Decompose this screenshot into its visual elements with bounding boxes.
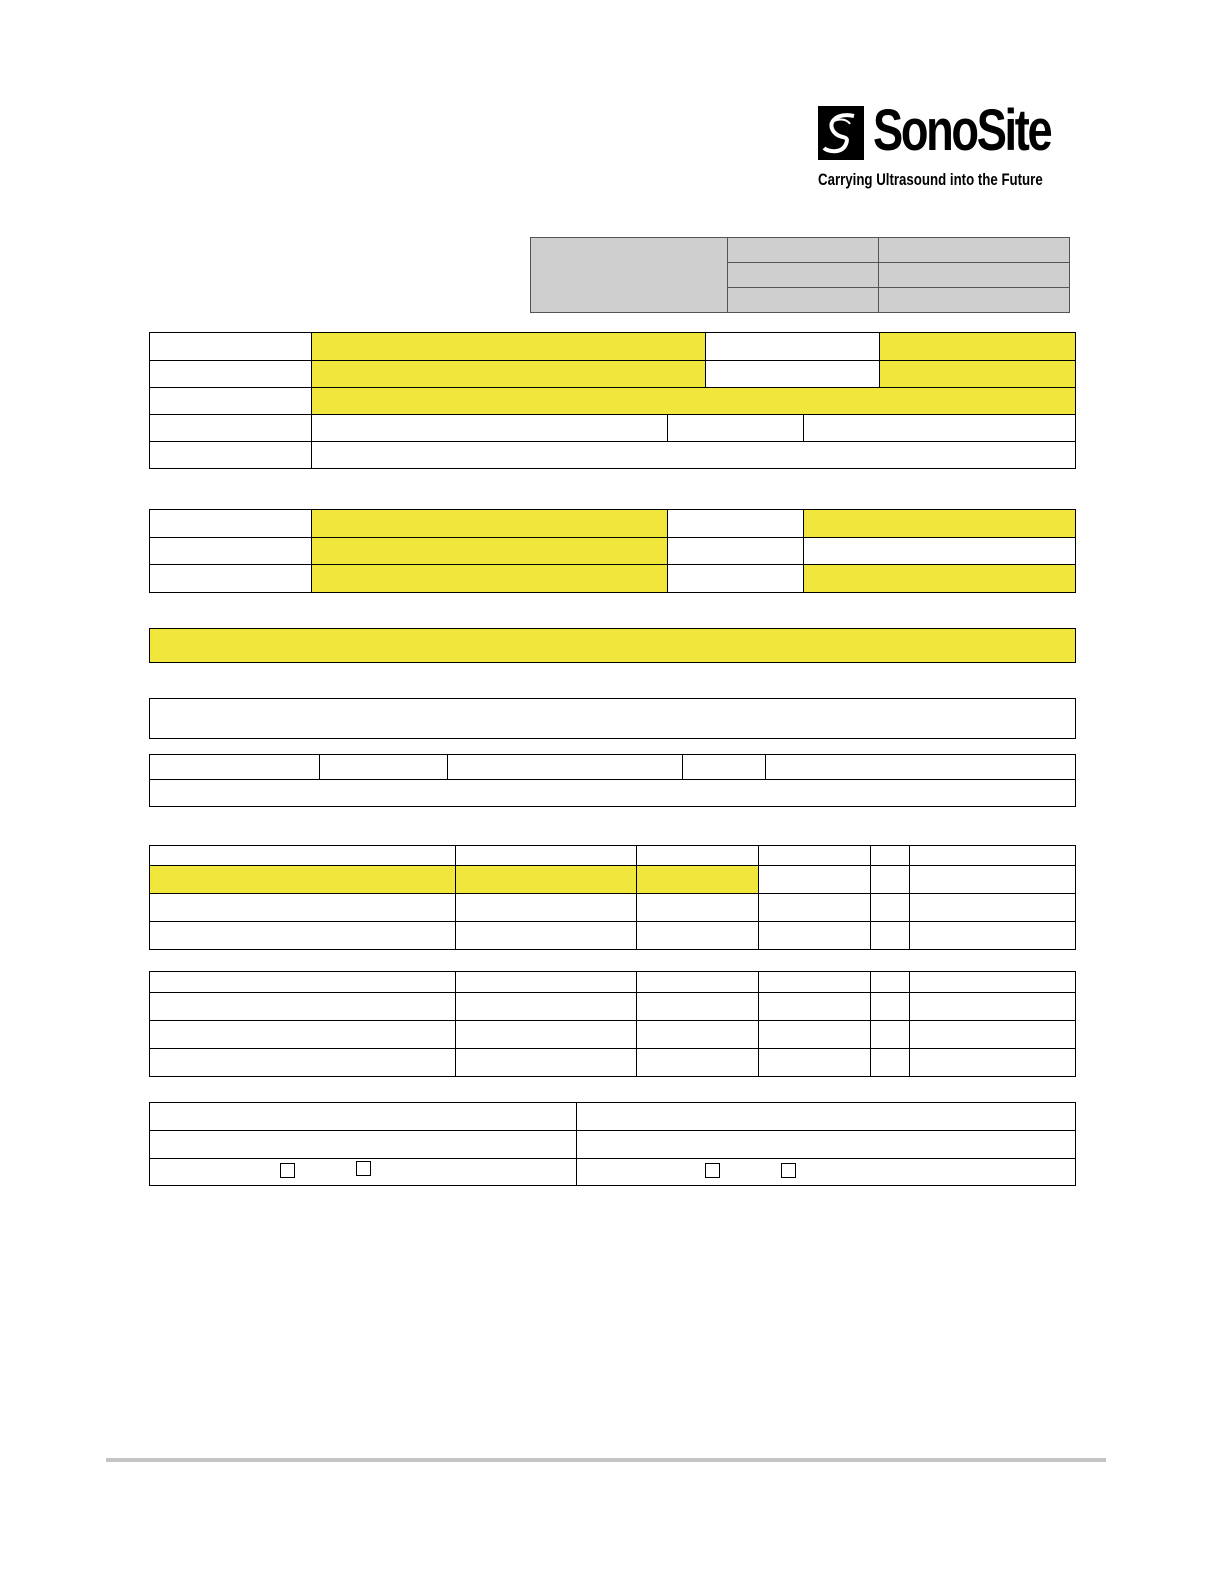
field-cell[interactable] xyxy=(149,779,1076,807)
table-header-cell xyxy=(870,845,910,866)
label-cell xyxy=(149,360,312,388)
label-cell xyxy=(705,360,880,388)
table-cell[interactable] xyxy=(149,1102,577,1131)
table-header-cell xyxy=(758,845,871,866)
label-cell xyxy=(667,564,804,593)
description-box[interactable] xyxy=(149,698,1076,739)
sonosite-logo xyxy=(816,98,1051,196)
table-cell[interactable] xyxy=(758,893,871,922)
field-cell[interactable] xyxy=(682,754,766,780)
logo-wordmark: SonoSite xyxy=(873,98,1051,163)
header-gray-cell xyxy=(727,262,879,288)
field-cell[interactable] xyxy=(447,754,683,780)
table-cell[interactable] xyxy=(909,921,1076,950)
table-cell[interactable] xyxy=(909,1048,1076,1077)
field-cell[interactable] xyxy=(311,414,668,442)
label-cell xyxy=(667,509,804,538)
table-cell[interactable] xyxy=(149,1048,456,1077)
table-header-cell xyxy=(149,971,456,993)
field-cell[interactable] xyxy=(803,414,1076,442)
table-cell[interactable] xyxy=(455,893,637,922)
table-cell[interactable] xyxy=(636,1048,759,1077)
table-cell[interactable] xyxy=(758,921,871,950)
highlight-bar[interactable] xyxy=(149,628,1076,663)
field-cell[interactable] xyxy=(319,754,448,780)
table-cell[interactable] xyxy=(909,1020,1076,1049)
header-gray-block xyxy=(530,237,728,313)
field-cell[interactable] xyxy=(803,509,1076,538)
table-cell[interactable] xyxy=(149,865,456,894)
table-cell[interactable] xyxy=(758,992,871,1021)
label-cell xyxy=(149,387,312,415)
logo-tagline: Carrying Ultrasound into the Future xyxy=(818,170,1043,189)
table-cell[interactable] xyxy=(758,865,871,894)
header-gray-cell xyxy=(878,237,1070,263)
table-header-cell xyxy=(455,971,637,993)
field-cell[interactable] xyxy=(311,537,668,565)
label-cell xyxy=(149,509,312,538)
sonosite-swirl-icon xyxy=(816,104,866,162)
table-cell[interactable] xyxy=(636,865,759,894)
table-cell[interactable] xyxy=(636,921,759,950)
table-header-cell xyxy=(636,971,759,993)
table-cell[interactable] xyxy=(870,1048,910,1077)
field-cell[interactable] xyxy=(803,564,1076,593)
table-header-cell xyxy=(636,845,759,866)
table-cell xyxy=(576,1158,1076,1186)
checkbox[interactable] xyxy=(705,1163,720,1178)
header-gray-cell xyxy=(727,237,879,263)
table-cell[interactable] xyxy=(758,1048,871,1077)
table-cell[interactable] xyxy=(576,1130,1076,1159)
table-cell[interactable] xyxy=(870,1020,910,1049)
table-cell[interactable] xyxy=(455,992,637,1021)
table-header-cell xyxy=(455,845,637,866)
footer-divider xyxy=(106,1458,1106,1462)
checkbox[interactable] xyxy=(280,1163,295,1178)
field-cell[interactable] xyxy=(879,360,1076,388)
field-cell[interactable] xyxy=(311,441,1076,469)
field-cell[interactable] xyxy=(765,754,1076,780)
header-gray-cell xyxy=(878,262,1070,288)
table-cell[interactable] xyxy=(636,992,759,1021)
label-cell xyxy=(149,441,312,469)
label-cell xyxy=(149,332,312,361)
field-cell[interactable] xyxy=(311,509,668,538)
table-cell[interactable] xyxy=(149,893,456,922)
table-cell[interactable] xyxy=(576,1102,1076,1131)
checkbox[interactable] xyxy=(781,1163,796,1178)
table-cell[interactable] xyxy=(455,1048,637,1077)
table-cell[interactable] xyxy=(149,992,456,1021)
field-cell[interactable] xyxy=(803,537,1076,565)
field-cell[interactable] xyxy=(311,360,706,388)
table-header-cell xyxy=(870,971,910,993)
checkbox[interactable] xyxy=(356,1161,371,1176)
header-gray-cell xyxy=(727,287,879,313)
label-cell xyxy=(705,332,880,361)
table-header-cell xyxy=(149,845,456,866)
table-cell[interactable] xyxy=(455,921,637,950)
table-cell[interactable] xyxy=(909,893,1076,922)
label-cell xyxy=(667,414,804,442)
table-cell[interactable] xyxy=(636,893,759,922)
table-cell[interactable] xyxy=(455,1020,637,1049)
field-cell[interactable] xyxy=(879,332,1076,361)
table-cell[interactable] xyxy=(636,1020,759,1049)
label-cell xyxy=(149,564,312,593)
label-cell xyxy=(149,537,312,565)
field-cell[interactable] xyxy=(311,332,706,361)
table-header-cell xyxy=(909,971,1076,993)
table-header-cell xyxy=(758,971,871,993)
table-cell[interactable] xyxy=(870,893,910,922)
table-cell[interactable] xyxy=(870,865,910,894)
label-cell xyxy=(149,414,312,442)
table-cell[interactable] xyxy=(909,865,1076,894)
table-cell[interactable] xyxy=(455,865,637,894)
field-cell[interactable] xyxy=(311,564,668,593)
table-cell[interactable] xyxy=(149,1130,577,1159)
label-cell xyxy=(667,537,804,565)
table-cell[interactable] xyxy=(870,992,910,1021)
table-cell[interactable] xyxy=(870,921,910,950)
header-gray-cell xyxy=(878,287,1070,313)
table-cell[interactable] xyxy=(758,1020,871,1049)
table-cell[interactable] xyxy=(149,1020,456,1049)
field-cell[interactable] xyxy=(149,754,320,780)
table-header-cell xyxy=(909,845,1076,866)
table-cell[interactable] xyxy=(909,992,1076,1021)
table-cell[interactable] xyxy=(149,921,456,950)
field-cell[interactable] xyxy=(311,387,1076,415)
